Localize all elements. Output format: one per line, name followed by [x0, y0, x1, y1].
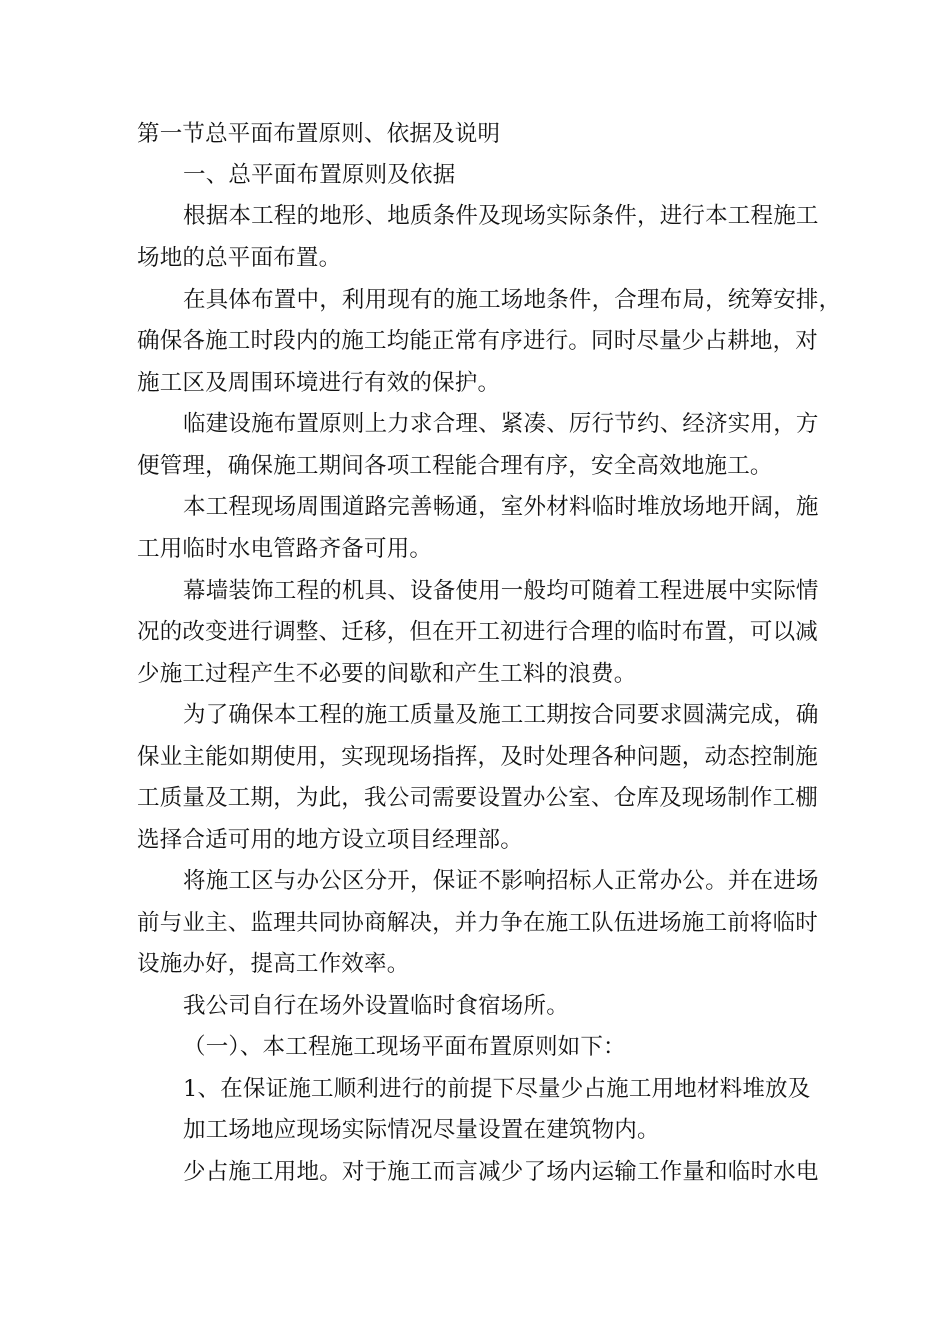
- body-line: 根据本工程的地形、地质条件及现场实际条件，进行本工程施工: [183, 203, 819, 229]
- body-line: 少占施工用地。对于施工而言减少了场内运输工作量和临时水电: [183, 1159, 819, 1185]
- body-line: 本工程现场周围道路完善畅通，室外材料临时堆放场地开阔，施: [183, 494, 819, 520]
- body-line: 前与业主、监理共同协商解决，并力争在施工队伍进场施工前将临时: [137, 910, 819, 936]
- body-line: 保业主能如期使用，实现现场指挥，及时处理各种问题，动态控制施: [137, 744, 819, 770]
- body-line: 为了确保本工程的施工质量及施工工期按合同要求圆满完成，确: [183, 702, 819, 728]
- subsection-heading: 一、总平面布置原则及依据: [183, 162, 456, 188]
- body-line: 我公司自行在场外设置临时食宿场所。: [183, 993, 569, 1019]
- body-line: 临建设施布置原则上力求合理、紧凑、厉行节约、经济实用，方: [183, 411, 819, 437]
- body-line: 选择合适可用的地方设立项目经理部。: [137, 827, 523, 853]
- body-line: 幕墙装饰工程的机具、设备使用一般均可随着工程进展中实际情: [183, 578, 819, 604]
- body-line: 确保各施工时段内的施工均能正常有序进行。同时尽量少占耕地，对: [137, 328, 819, 354]
- body-line: 况的改变进行调整、迁移，但在开工初进行合理的临时布置，可以减: [137, 619, 819, 645]
- list-item: 1、在保证施工顺利进行的前提下尽量少占施工用地材料堆放及: [183, 1076, 811, 1102]
- body-line: 将施工区与办公区分开，保证不影响招标人正常办公。并在进场: [183, 868, 819, 894]
- list-heading: （一）、本工程施工现场平面布置原则如下：: [183, 1034, 626, 1060]
- section-heading: 第一节总平面布置原则、依据及说明: [137, 121, 501, 147]
- body-line: 便管理，确保施工期间各项工程能合理有序，安全高效地施工。: [137, 453, 773, 479]
- body-line: 在具体布置中，利用现有的施工场地条件，合理布局，统筹安排，: [183, 287, 842, 313]
- body-line: 设施办好，提高工作效率。: [137, 951, 410, 977]
- body-line: 施工区及周围环境进行有效的保护。: [137, 370, 501, 396]
- body-line: 场地的总平面布置。: [137, 245, 342, 271]
- body-line: 工用临时水电管路齐备可用。: [137, 536, 433, 562]
- body-line: 加工场地应现场实际情况尽量设置在建筑物内。: [183, 1117, 660, 1143]
- body-line: 少施工过程产生不必要的间歇和产生工料的浪费。: [137, 661, 637, 687]
- body-line: 工质量及工期，为此，我公司需要设置办公室、仓库及现场制作工棚: [137, 785, 819, 811]
